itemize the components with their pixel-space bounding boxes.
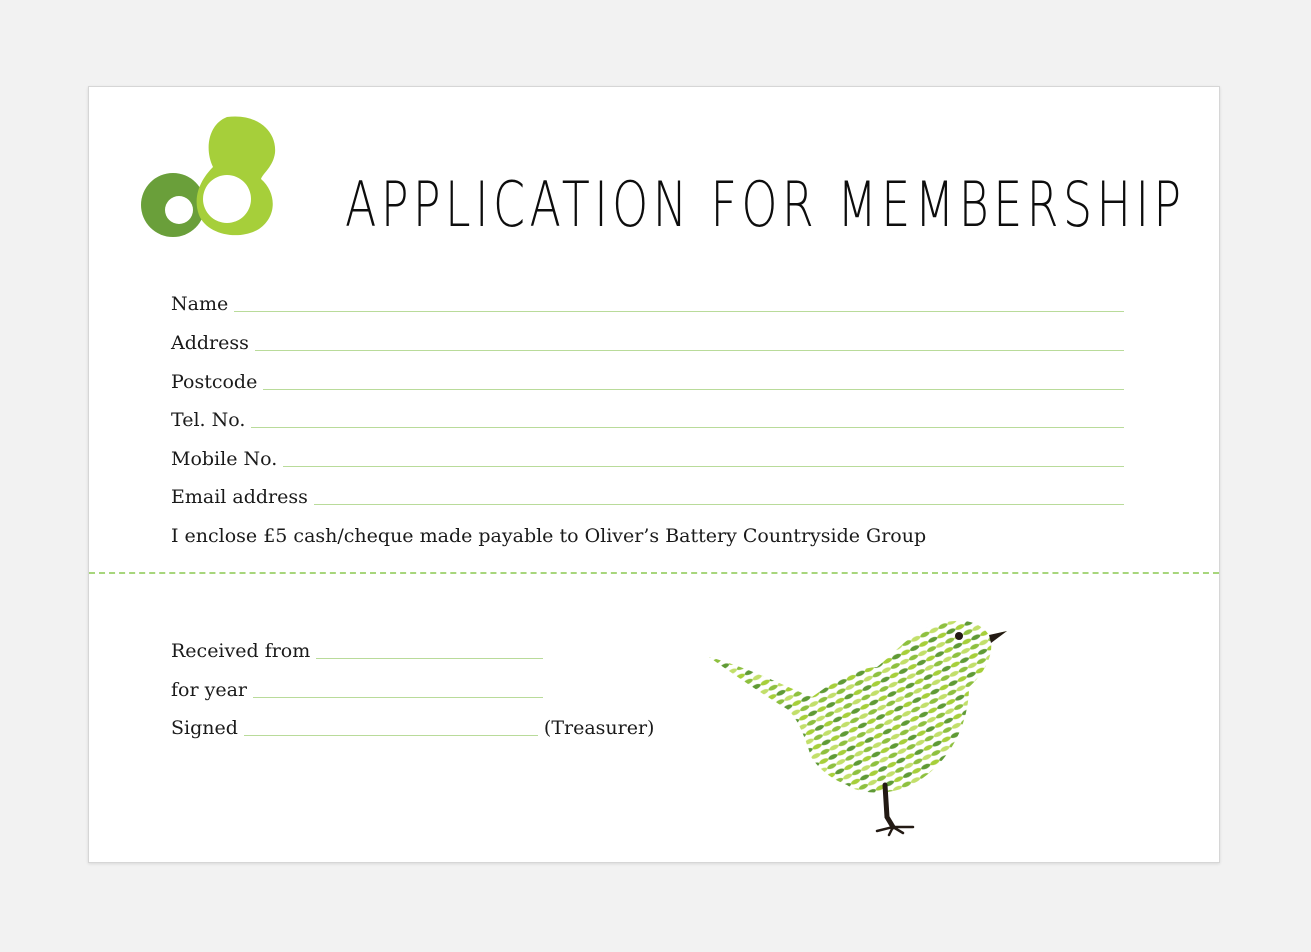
tel-label: Tel. No. xyxy=(171,409,246,431)
treasurer-label: (Treasurer) xyxy=(543,717,655,739)
received-from-input-line[interactable] xyxy=(316,657,543,659)
email-label: Email address xyxy=(171,486,308,508)
postcode-input-line[interactable] xyxy=(263,388,1124,390)
payment-statement: I enclose £5 cash/cheque made payable to Oliver’s Battery Countryside Group xyxy=(171,525,927,547)
for-year-label: for year xyxy=(171,679,247,701)
postcode-field[interactable] xyxy=(171,371,1124,393)
leaf-bird-illustration xyxy=(707,617,1007,842)
received-from-label: Received from xyxy=(171,640,311,662)
address-label: Address xyxy=(171,332,249,354)
mobile-label: Mobile No. xyxy=(171,448,278,470)
for-year-field[interactable] xyxy=(171,679,543,701)
tear-off-divider xyxy=(89,572,1219,574)
name-field[interactable] xyxy=(171,293,1124,315)
name-input-line[interactable] xyxy=(234,310,1124,312)
name-label: Name xyxy=(171,293,229,315)
for-year-input-line[interactable] xyxy=(253,696,543,698)
address-field[interactable] xyxy=(171,332,1124,354)
signed-label: Signed xyxy=(171,717,238,739)
membership-form-card xyxy=(88,86,1220,863)
ob-logo xyxy=(135,113,281,237)
mobile-input-line[interactable] xyxy=(283,465,1124,467)
email-input-line[interactable] xyxy=(314,503,1124,505)
postcode-label: Postcode xyxy=(171,371,258,393)
email-field[interactable] xyxy=(171,486,1124,508)
page-title: APPLICATION FOR MEMBERSHIP xyxy=(345,168,1186,241)
address-input-line[interactable] xyxy=(255,349,1124,351)
signature-input-line[interactable] xyxy=(244,734,538,736)
tel-field[interactable] xyxy=(171,409,1124,431)
signed-field[interactable] xyxy=(171,717,654,739)
tel-input-line[interactable] xyxy=(251,426,1124,428)
received-from-field[interactable] xyxy=(171,640,543,662)
mobile-field[interactable] xyxy=(171,448,1124,470)
